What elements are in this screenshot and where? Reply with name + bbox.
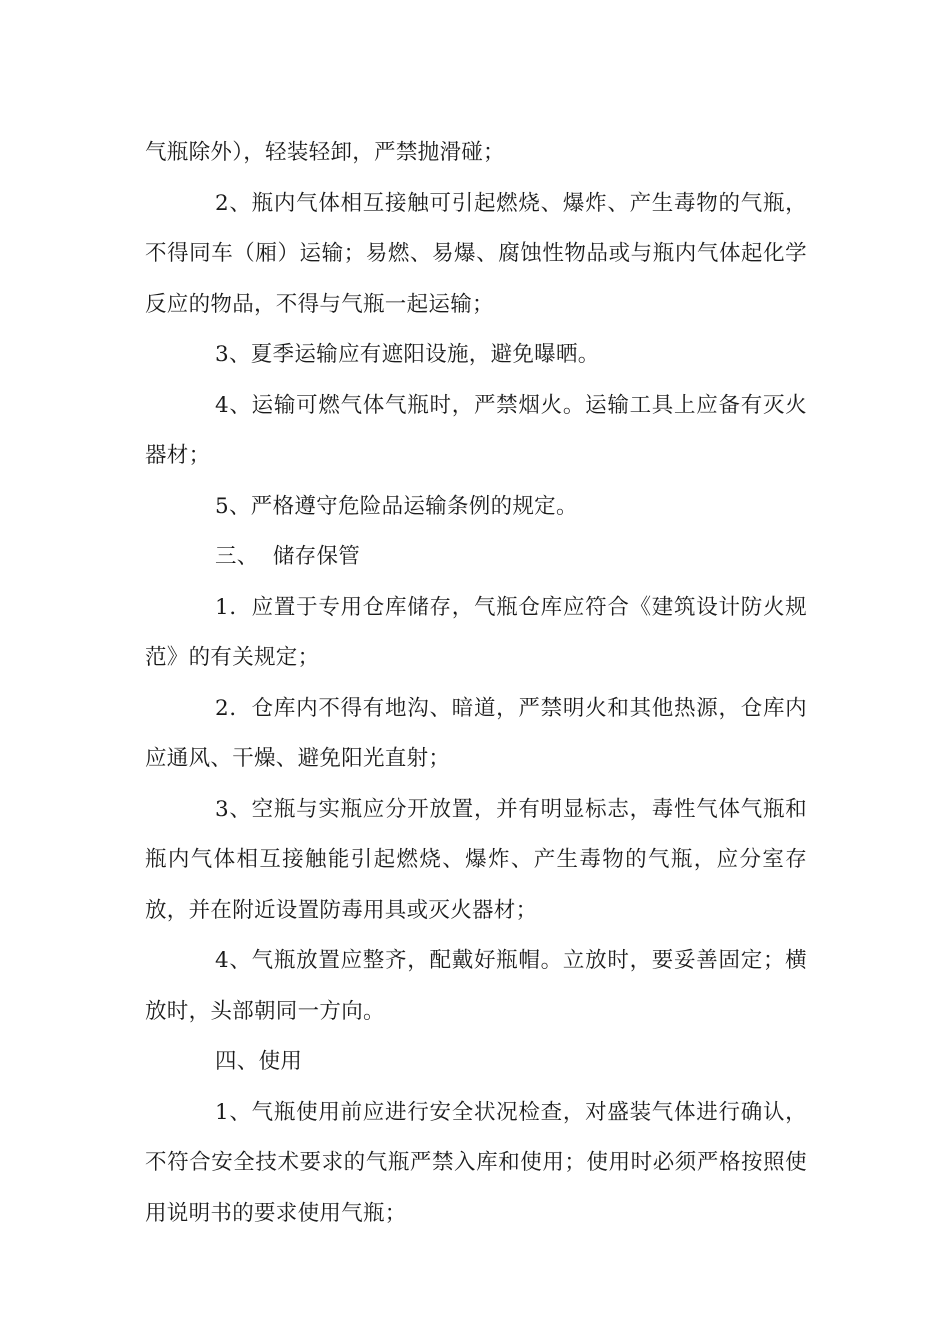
paragraph-transport-item-3: 3、夏季运输应有遮阳设施，避免曝晒。 [215,342,600,367]
paragraph-transport-item-5: 5、严格遵守危险品运输条例的规定。 [215,493,578,519]
paragraph-storage-item-3: 3、空瓶与实瓶应分开放置，并有明显标志，毒性气体气瓶和瓶内气体相互接触能引起燃烧、爆炸、产生毒物的气瓶，应分室存放，并在附近设置防毒用具或灭火器材； [145,796,807,923]
document-body [145,128,807,1239]
paragraph-transport-item-2: 2、瓶内气体相互接触可引起燃烧、爆炸、产生毒物的气瓶，不得同车（厢）运输；易燃、易爆、腐蚀性物品或与瓶内气体起化学反应的物品，不得与气瓶一起运输； [145,190,807,317]
section-heading-usage: 四、使用 [215,1049,303,1074]
paragraph-usage-item-1: 1、气瓶使用前应进行安全状况检查，对盛装气体进行确认，不符合安全技术要求的气瓶严禁入库和使用；使用时必须严格按照使用说明书的要求使用气瓶； [145,1099,807,1226]
paragraph-storage-item-4: 4、气瓶放置应整齐，配戴好瓶帽。立放时，要妥善固定；横放时，头部朝同一方向。 [145,948,807,1024]
paragraph-transport-item-4: 4、运输可燃气体气瓶时，严禁烟火。运输工具上应备有灭火器材； [145,392,807,468]
paragraph-storage-item-2: 2．仓库内不得有地沟、暗道，严禁明火和其他热源，仓库内应通风、干燥、避免阳光直射； [145,695,807,771]
paragraph-storage-item-1: 1．应置于专用仓库储存，气瓶仓库应符合《建筑设计防火规范》的有关规定； [145,594,807,670]
section-heading-storage: 三、 储存保管 [215,544,361,569]
paragraph-continuation: 气瓶除外），轻装轻卸，严禁抛滑碰； [145,140,505,165]
